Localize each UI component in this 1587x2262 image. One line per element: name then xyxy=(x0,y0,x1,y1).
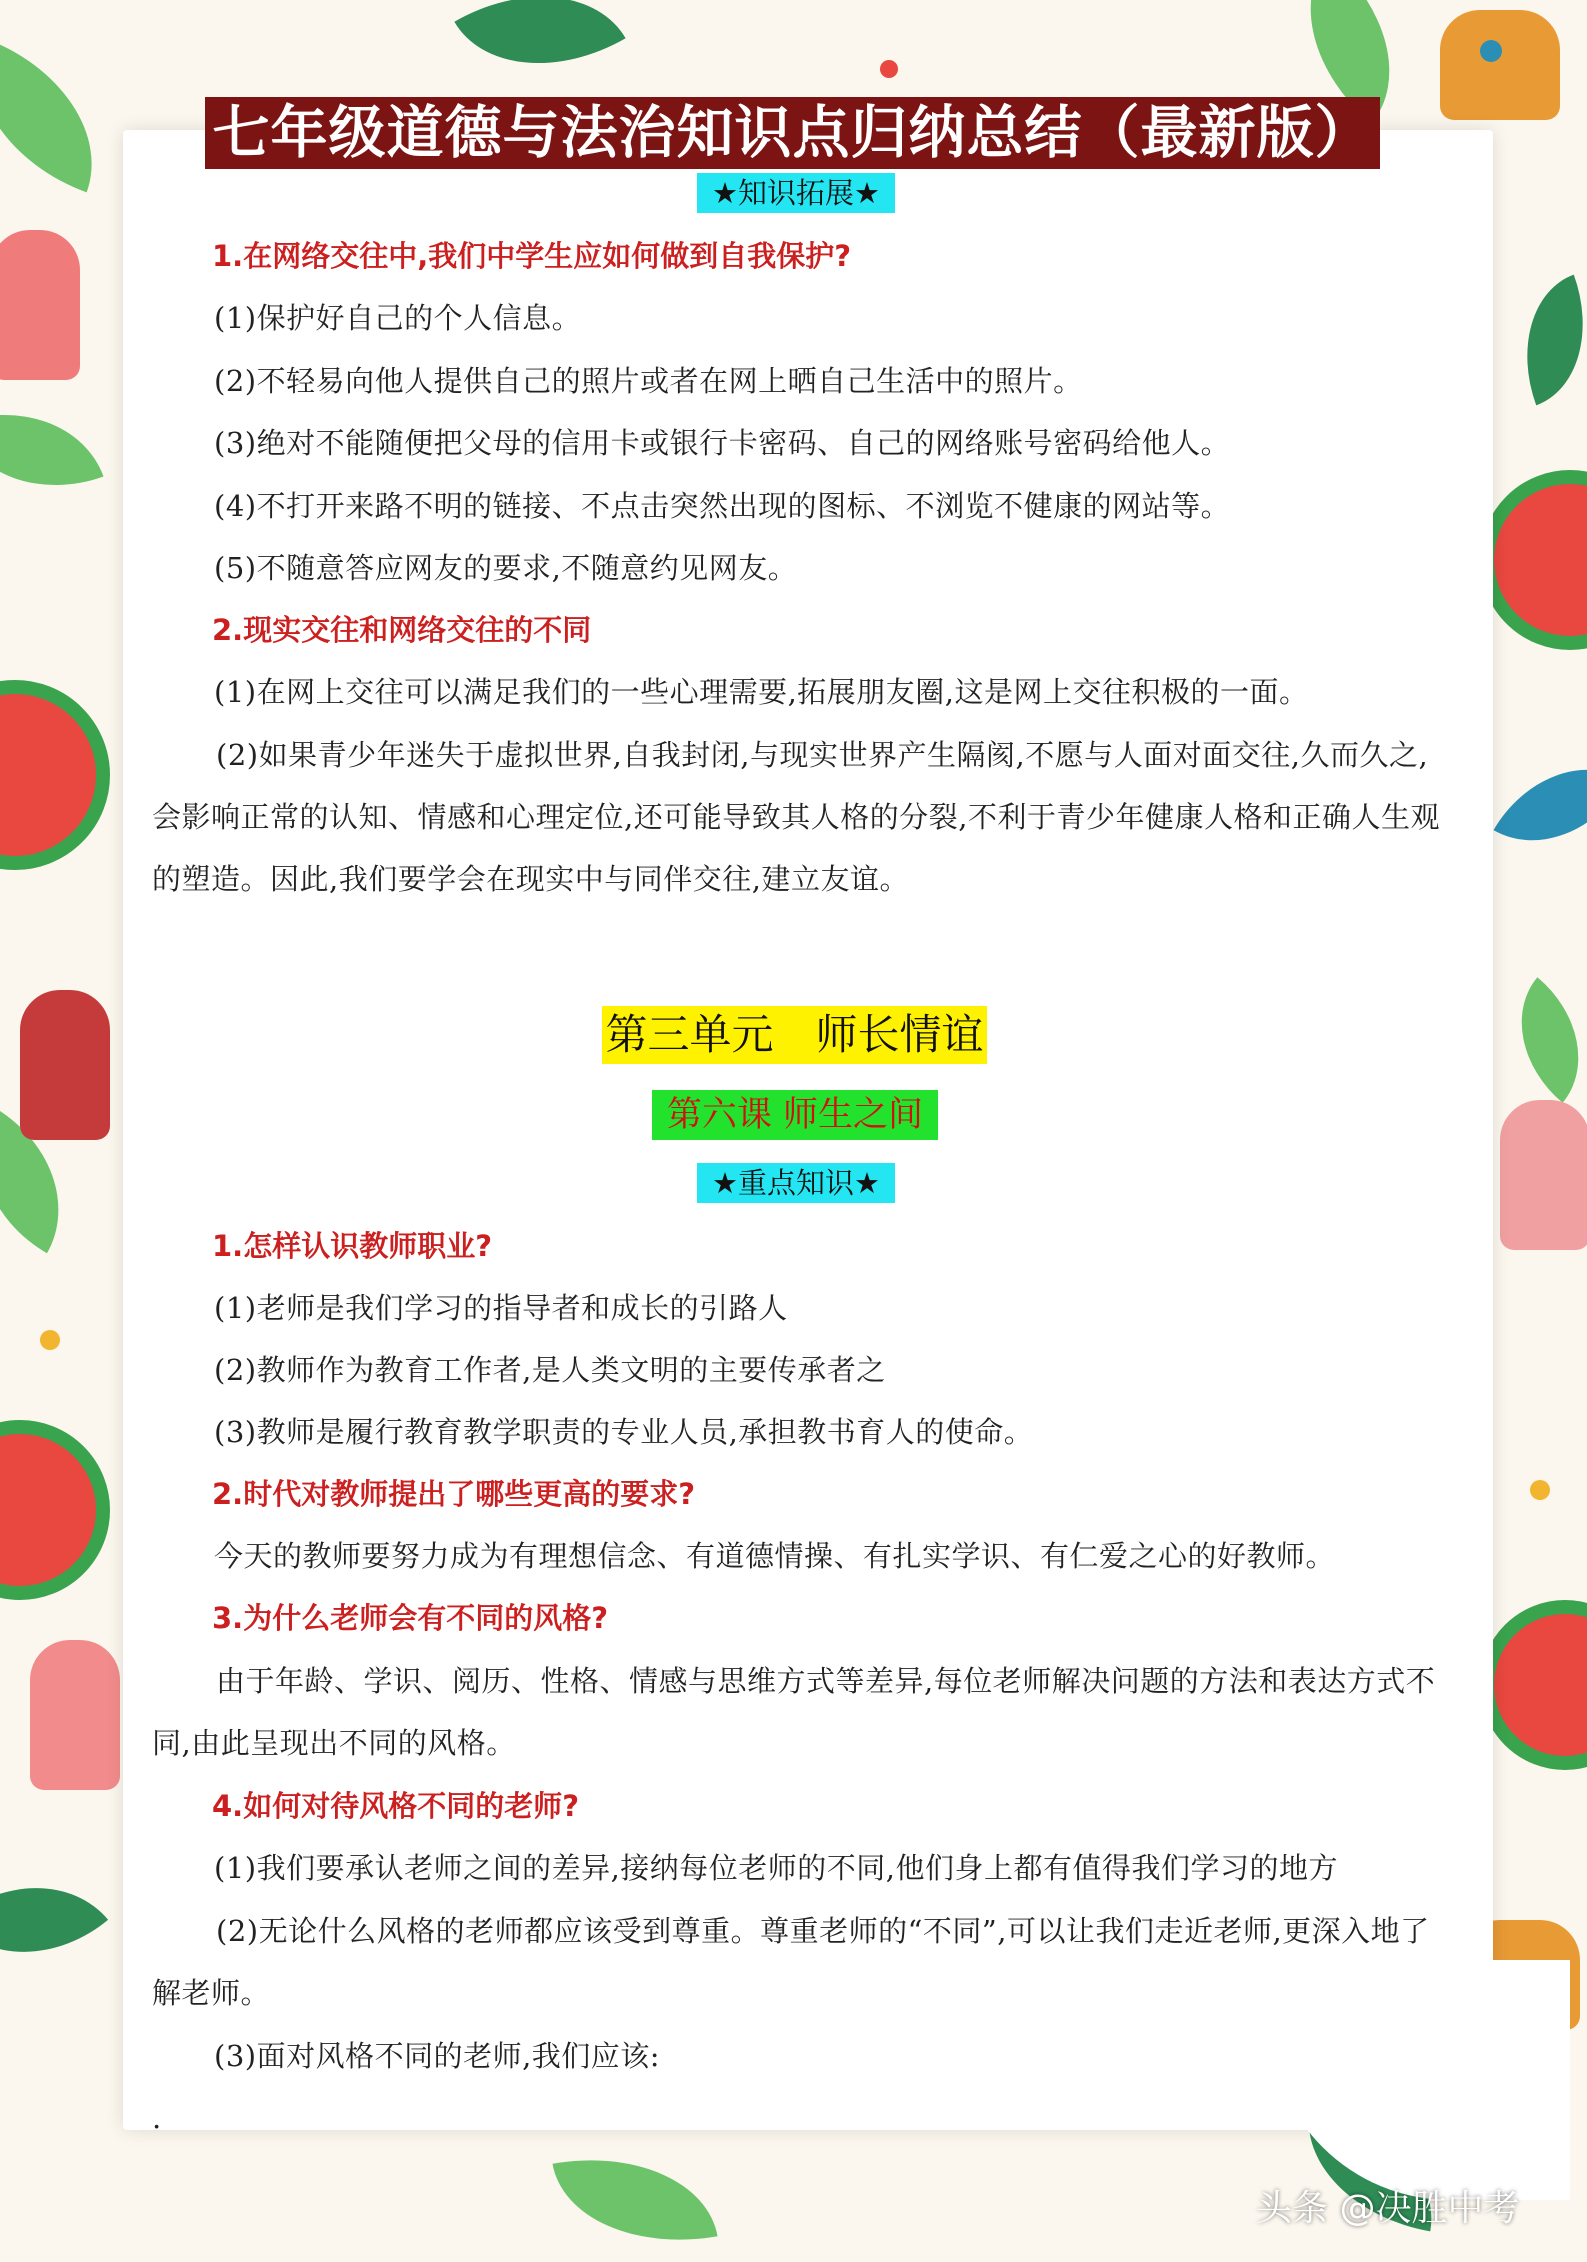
answer-paragraph: 由于年龄、学识、阅历、性格、情感与思维方式等差异,每位老师解决问题的方法和表达方式不同,由此呈现出不同的风格。 xyxy=(152,1664,1436,1760)
answer-item: (3)面对风格不同的老师,我们应该: xyxy=(214,2039,661,2073)
answer-item: (1)我们要承认老师之间的差异,接纳每位老师的不同,他们身上都有值得我们学习的地方 xyxy=(214,1851,1339,1885)
dot-decoration xyxy=(880,60,898,78)
key-knowledge-tag: ★重点知识★ xyxy=(697,1163,895,1203)
watermelon-decoration xyxy=(0,680,110,870)
watermelon-decoration xyxy=(1480,470,1587,650)
question-heading: 2.时代对教师提出了哪些更高的要求? xyxy=(212,1477,696,1511)
question-heading: 4.如何对待风格不同的老师? xyxy=(212,1789,580,1823)
page-title: 七年级道德与法治知识点归纳总结（最新版） xyxy=(205,97,1380,169)
leaf-decoration xyxy=(1494,735,1587,875)
answer-item: (3)绝对不能随便把父母的信用卡或银行卡密码、自己的网络账号密码给他人。 xyxy=(214,426,1231,460)
leaf-decoration xyxy=(0,382,103,517)
source-watermark: 头条 @决胜中考 xyxy=(1256,2188,1520,2229)
popsicle-decoration xyxy=(0,230,80,380)
answer-item: (3)教师是履行教育教学职责的专业人员,承担教书育人的使命。 xyxy=(214,1415,1034,1449)
leaf-decoration xyxy=(1499,275,1587,406)
answer-item: (1)在网上交往可以满足我们的一些心理需要,拓展朋友圈,这是网上交往积极的一面。 xyxy=(214,675,1309,709)
answer-paragraph: (2)如果青少年迷失于虚拟世界,自我封闭,与现实世界产生隔阂,不愿与人面对面交往,久而久之,会影响正常的认知、情感和心理定位,还可能导致其人格的分裂,不利于青少年健康人格和正确人生观的塑造。因此,我们要学会在现实中与同伴交往,建立友谊。 xyxy=(152,738,1440,896)
question-heading: 3.为什么老师会有不同的风格? xyxy=(212,1601,609,1635)
dot-decoration xyxy=(40,1330,60,1350)
watermelon-decoration xyxy=(1480,1600,1587,1770)
popsicle-decoration xyxy=(1440,10,1560,120)
answer-text: 今天的教师要努力成为有理想信念、有道德情操、有扎实学识、有仁爱之心的好教师。 xyxy=(214,1539,1336,1573)
answer-item: (4)不打开来路不明的链接、不点击突然出现的图标、不浏览不健康的网站等。 xyxy=(214,489,1231,523)
knowledge-extension-tag: ★知识拓展★ xyxy=(697,173,895,213)
answer-item: (1)老师是我们学习的指导者和成长的引路人 xyxy=(214,1291,788,1325)
lesson-title: 第六课 师生之间 xyxy=(652,1090,938,1140)
leaf-decoration xyxy=(1486,977,1587,1103)
answer-item: (2)教师作为教育工作者,是人类文明的主要传承者之 xyxy=(214,1353,886,1387)
leaf-decoration xyxy=(552,2138,717,2262)
leaf-decoration xyxy=(454,0,625,108)
trailing-dot: . xyxy=(152,2101,162,2135)
leaf-decoration xyxy=(0,1843,108,1997)
watermelon-decoration xyxy=(0,1420,110,1600)
unit-title: 第三单元 师长情谊 xyxy=(602,1006,987,1064)
leaf-decoration xyxy=(0,38,124,193)
answer-paragraph: (2)无论什么风格的老师都应该受到尊重。尊重老师的“不同”,可以让我们走近老师,更深入地了解老师。 xyxy=(152,1914,1430,2010)
popsicle-decoration xyxy=(20,990,110,1140)
answer-item: (2)不轻易向他人提供自己的照片或者在网上晒自己生活中的照片。 xyxy=(214,364,1083,398)
answer-item: (5)不随意答应网友的要求,不随意约见网友。 xyxy=(214,551,798,585)
question-heading: 2.现实交往和网络交往的不同 xyxy=(212,613,592,647)
dot-decoration xyxy=(1480,40,1502,62)
popsicle-decoration xyxy=(1500,1100,1587,1250)
question-heading: 1.怎样认识教师职业? xyxy=(212,1229,493,1263)
popsicle-decoration xyxy=(30,1640,120,1790)
answer-item: (1)保护好自己的个人信息。 xyxy=(214,301,582,335)
question-heading: 1.在网络交往中,我们中学生应如何做到自我保护? xyxy=(212,239,852,273)
dot-decoration xyxy=(1530,1480,1550,1500)
